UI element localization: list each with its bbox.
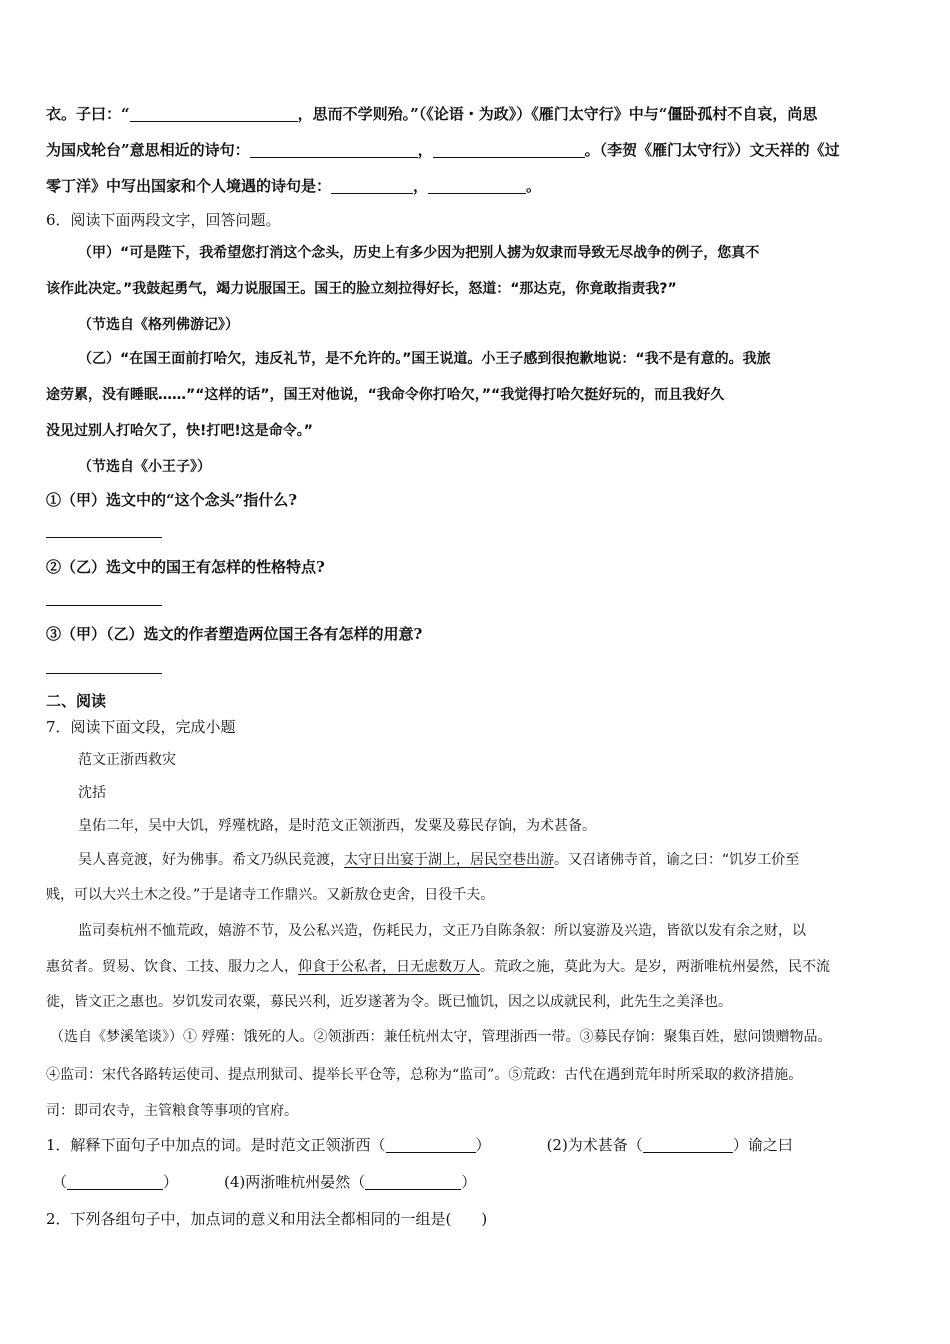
- answer-blank[interactable]: [67, 1174, 163, 1190]
- passage-paragraph-2: [78, 849, 799, 871]
- question-text: ）: [475, 1136, 491, 1154]
- underlined-sentence: 仰食于公私者，日无虑数万人: [298, 959, 480, 975]
- question-text: (4)两浙唯杭州晏然（: [224, 1173, 366, 1191]
- footnote-line-3: 司：即司农寺，主管粮食等事项的官府。: [46, 1103, 298, 1119]
- question-text: 1．解释下面句子中加点的词。是时范文正领浙西（: [46, 1136, 386, 1154]
- passage-paragraph-3: 监司奏杭州不恤荒政，嬉游不节，及公私兴造，伤耗民力，文正乃自陈条叙：所以宴游及兴造，皆欲以发有余之财，以: [78, 923, 806, 939]
- passage-text: 惠贫者。贸易、饮食、工技、服力之人，: [46, 959, 298, 975]
- q5-text: 零丁洋》中写出国家和个人境遇的诗句是：: [46, 177, 332, 195]
- q6-sub-1: ①（甲）选文中的“这个念头”指什么?: [46, 491, 298, 509]
- q6-jia-line-2: 该作此决定。”我鼓起勇气，竭力说服国王。国王的脸立刻拉得好长，怒道：“那达克，你竟敢指责我?”: [46, 281, 677, 297]
- subquestion-1-line-2: [52, 1171, 476, 1193]
- passage-author: 沈括: [78, 785, 106, 801]
- underlined-sentence: 太守日出宴于湖上，居民空巷出游: [344, 852, 554, 868]
- q7-title: 7．阅读下面文段，完成小题: [46, 718, 236, 736]
- subquestion-1-line-1: [46, 1134, 793, 1156]
- footnote-line-2: ④监司：宋代各路转运使司、提点刑狱司、提举长平仓等，总称为“监司”。⑤荒政：古代在遇到荒年时所采取的救济措施。: [46, 1067, 803, 1083]
- q6-jia-source: （节选自《格列佛游记》）: [78, 317, 239, 333]
- answer-blank[interactable]: [331, 178, 413, 194]
- answer-line[interactable]: [46, 605, 162, 606]
- question-text: ）: [163, 1173, 179, 1191]
- q6-yi-line-2: 途劳累，没有睡眠……”“这样的话”，国王对他说，“我命令你打哈欠，”“我觉得打哈欠挺好玩的，而且我好久: [46, 387, 725, 403]
- q5-text: 衣。子曰：“: [46, 105, 130, 123]
- section-heading: 二、阅读: [46, 692, 107, 710]
- answer-blank[interactable]: [643, 1137, 733, 1153]
- subquestion-2: 2．下列各组句子中，加点词的意义和用法全都相同的一组是( ): [46, 1210, 488, 1228]
- q6-sub-3: ③（甲）（乙）选文的作者塑造两位国王各有怎样的用意?: [46, 625, 423, 643]
- q6-yi-source: （节选自《小王子》）: [78, 459, 211, 475]
- q6-sub-2: ②（乙）选文中的国王有怎样的性格特点?: [46, 558, 325, 576]
- q6-yi-line-3: 没见过别人打哈欠了，快!打吧!这是命令。”: [46, 423, 313, 439]
- q5-text: ，思而不学则殆。”（《论语・为政》）《雁门太守行》中与“僵卧孤村不自哀，尚思: [297, 105, 818, 123]
- q5-line-2: [46, 139, 840, 161]
- answer-blank[interactable]: [365, 1174, 461, 1190]
- answer-blank[interactable]: [250, 142, 418, 158]
- q6-jia-line-1: （甲）“可是陛下，我希望您打消这个念头，历史上有多少因为把别人掳为奴隶而导致无尽战争的例子，您真不: [78, 245, 760, 261]
- passage-title: 范文正浙西救灾: [78, 752, 176, 768]
- answer-blank[interactable]: [428, 178, 526, 194]
- footnote-line-1: （选自《梦溪笔谈》）① 殍殣：饿死的人。②领浙西：兼任杭州太守，管理浙西一带。③募民存饷：聚集百姓，慰问馈赠物品。: [50, 1029, 832, 1045]
- answer-line[interactable]: [46, 673, 162, 674]
- answer-blank[interactable]: [433, 142, 585, 158]
- passage-text: 。荒政之施，莫此为大。是岁，两浙唯杭州晏然，民不流: [480, 959, 830, 975]
- question-text: ）谕之曰: [732, 1136, 793, 1154]
- passage-text: 吴人喜竞渡，好为佛事。希文乃纵民竞渡，: [78, 852, 344, 868]
- q5-text: ，: [417, 141, 433, 159]
- q5-line-1: [46, 103, 817, 125]
- q5-text: ，: [413, 177, 429, 195]
- q6-title: 6．阅读下面两段文字，回答问题。: [46, 211, 281, 229]
- passage-text: 。又召诸佛寺首，谕之曰：“饥岁工价至: [554, 852, 800, 868]
- question-text: (2)为术甚备（: [546, 1136, 643, 1154]
- passage-paragraph-3-end: 徙，皆文正之惠也。岁饥发司农粟，募民兴利，近岁遂著为令。既已恤饥，因之以成就民利，此先生之美泽也。: [46, 994, 732, 1010]
- answer-line[interactable]: [46, 537, 162, 538]
- question-text: ）: [461, 1173, 477, 1191]
- passage-paragraph-3-cont: [46, 956, 830, 978]
- q5-text: 。（李贺《雁门太守行》）文天祥的《过: [584, 141, 840, 159]
- passage-paragraph-1: 皇佑二年，吴中大饥，殍殣枕路，是时范文正领浙西，发粟及募民存饷，为术甚备。: [78, 818, 596, 834]
- passage-paragraph-2-cont: 贱，可以大兴土木之役。”于是诸寺工作鼎兴。又新敖仓吏舍，日役千夫。: [46, 887, 495, 903]
- q5-text: 。: [526, 177, 542, 195]
- answer-blank[interactable]: [130, 106, 298, 122]
- question-text: （: [52, 1173, 68, 1191]
- q6-yi-line-1: （乙）“在国王面前打哈欠，违反礼节，是不允许的。”国王说道。小王子感到很抱歉地说：“我不是有意的。我旅: [78, 351, 771, 367]
- q5-line-3: [46, 175, 541, 197]
- answer-blank[interactable]: [386, 1137, 476, 1153]
- q5-text: 为国戍轮台”意思相近的诗句：: [46, 141, 250, 159]
